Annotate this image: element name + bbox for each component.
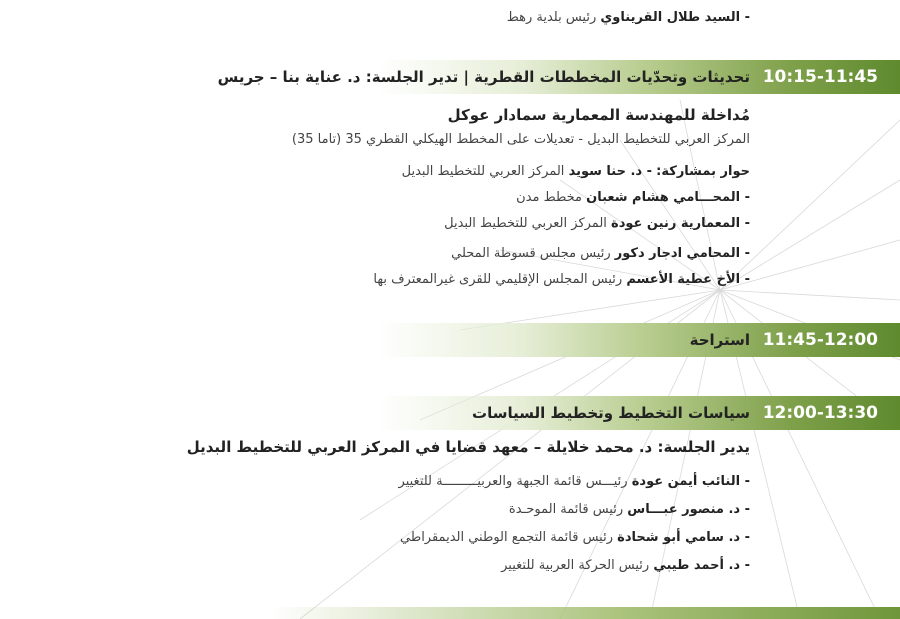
participant-role: رئيس قائمة الموحـدة [508,502,624,517]
participant-role: رئيس مجلس قسوطة المحلي [451,246,611,261]
participant-item [399,474,750,489]
participant-name: - الأخ عطية الأعسم [626,272,750,287]
intervention-title: مُداخلة للمهندسة المعمارية سمادار عوكل [447,106,750,124]
participant-item [516,190,750,205]
participant-item [451,246,750,261]
session-time: 10:15-11:45 [762,67,878,87]
moderator-line: يدير الجلسة: د. محمد خلايلة – معهد قضايا في المركز العربي للتخطيط البديل [186,438,750,456]
participant-role: مخطط مدن [516,190,582,205]
session-bar-1 [0,60,900,94]
participant-role: رئيس بلدية رهط [506,10,597,25]
break-bar [0,323,900,357]
participant-role: رئيس المجلس الإقليمي للقرى غيرالمعترف بها [373,272,623,287]
session-bar-2 [0,396,900,430]
participant-role: رئيـــس قائمة الجبهة والعربيـــــــــة للتغيير [398,474,628,489]
participant-name: - د. أحمد طيبي [653,558,750,573]
participant-name: - المحامي ادجار دكور [614,246,750,261]
participant-item [509,502,750,517]
participant-role: رئيس الحركة العربية للتغيير [501,558,650,573]
participant-item [400,530,750,545]
participant-role: المركز العربي للتخطيط البديل [444,216,607,231]
participant-name: - د. حنا سويد [568,164,653,179]
participant-item [444,216,750,231]
participant-name: - د. منصور عبـــاس [627,502,750,517]
session-title: تحديثات وتحدّيات المخططات القطرية | تدير الجلسة: د. عناية بنا – جريس [217,68,750,86]
participant-role: المركز العربي للتخطيط البديل [401,164,565,179]
participant-name: - د. سامي أبو شحادة [617,530,750,545]
participant-item [501,558,750,573]
participant-role: رئيس قائمة التجمع الوطني الديمقراطي [400,530,614,545]
top-list-item [507,10,750,25]
bottom-bar [0,607,900,619]
dialogue-line [402,164,750,179]
participant-name: - النائب أيمن عودة [631,474,750,489]
session-time: 12:00-13:30 [762,403,878,423]
session-title: سياسات التخطيط وتخطيط السياسات [472,404,750,422]
participant-name: - المعمارية رنين عودة [611,216,750,231]
participant-name: - السيد طلال القريناوي [600,10,750,25]
participant-name: - المحـــامي هشام شعبان [586,190,750,205]
dialogue-label: حوار بمشاركة: [656,164,750,179]
break-time: 11:45-12:00 [762,330,878,350]
break-title: استراحة [689,331,750,349]
intervention-description: المركز العربي للتخطيط البديل - تعديلات على المخطط الهيكلي القطري 35 (تاما 35) [291,132,750,147]
participant-item [373,272,750,287]
